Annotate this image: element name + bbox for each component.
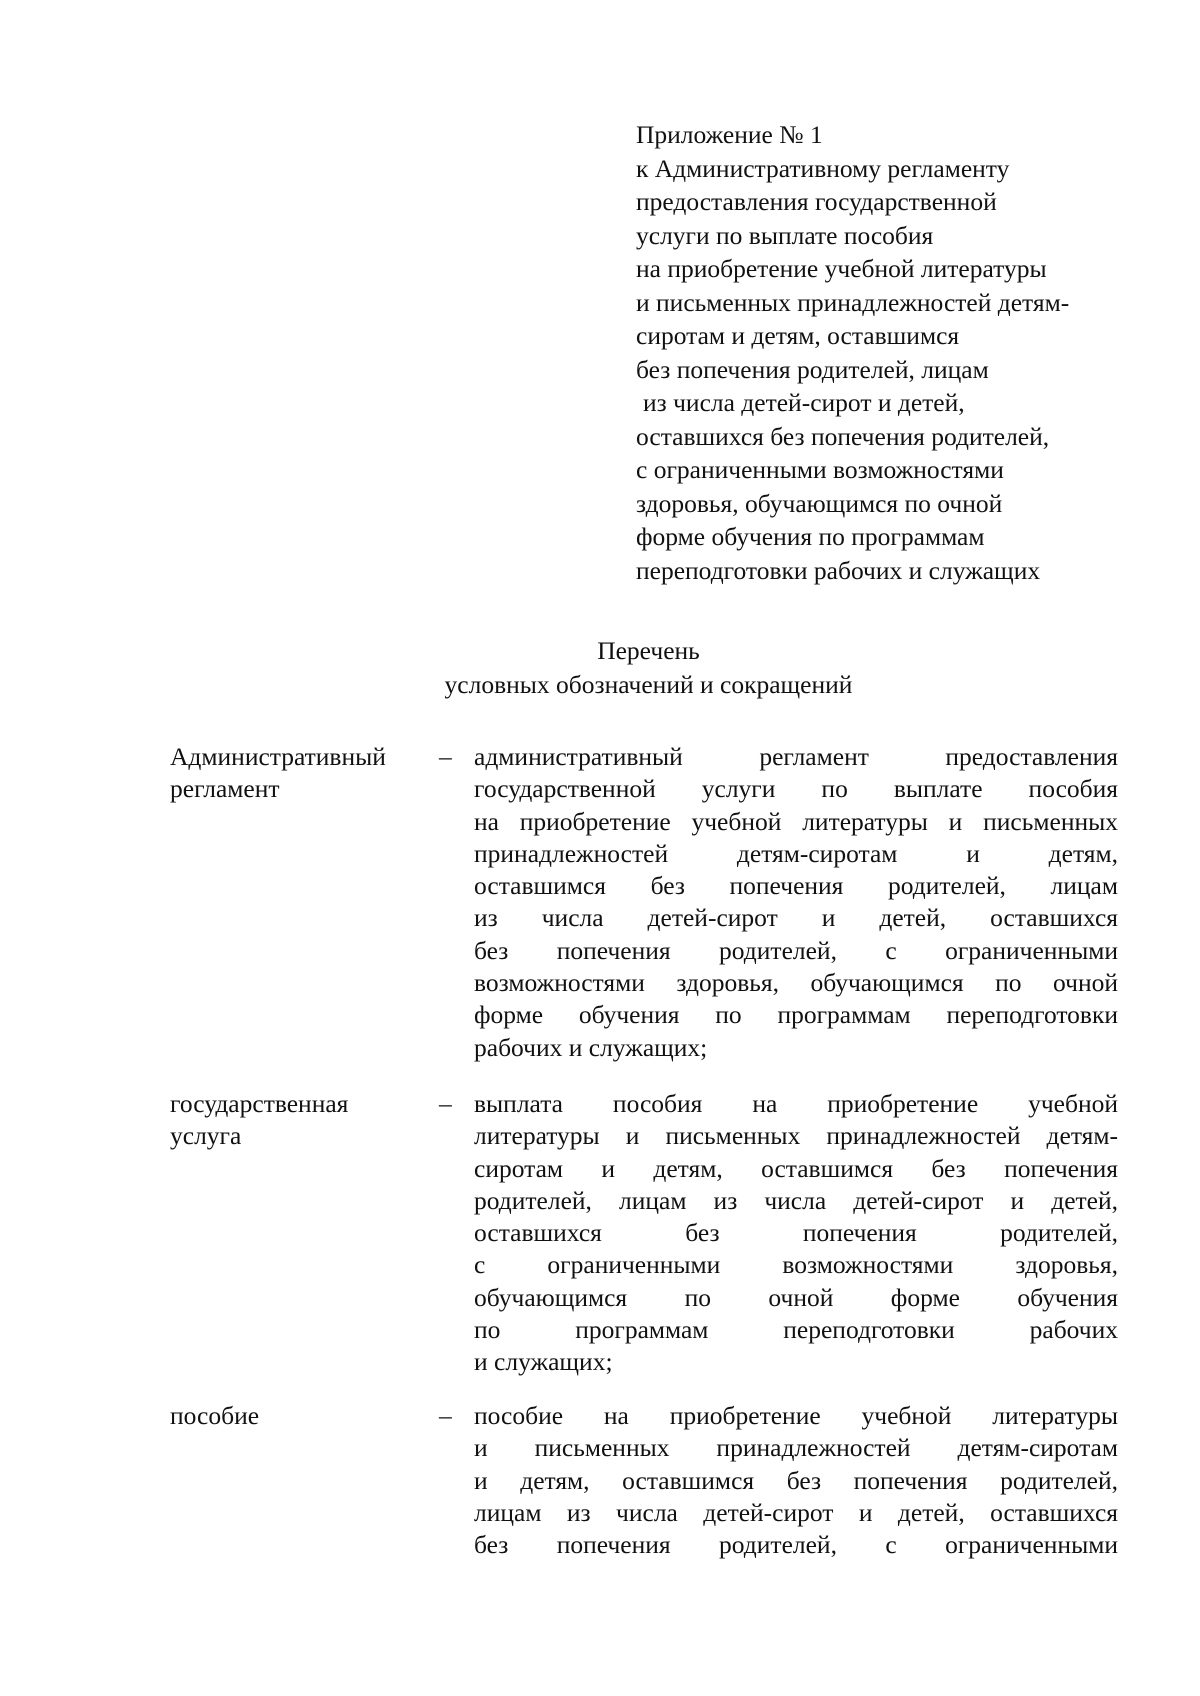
term-line: пособие [170, 1401, 260, 1430]
appendix-line: и письменных принадлежностей детям- [636, 287, 1070, 317]
appendix-header [636, 118, 1136, 587]
definition-line: по программам переподготовки рабочих [474, 1315, 1118, 1345]
entry-dash: – [439, 1089, 452, 1118]
entry-dash: – [439, 742, 452, 771]
definition-line: рабочих и служащих; [474, 1032, 708, 1062]
term-line: регламент [170, 774, 280, 804]
appendix-line: сиротам и детям, оставшимся [636, 321, 960, 350]
appendix-line: оставшихся без попечения родителей, [636, 421, 1050, 451]
definition-line: родителей, лицам из числа детей-сирот и детей, [474, 1185, 1118, 1215]
glossary-term [170, 1088, 430, 1153]
appendix-line: к Административному регламенту [636, 153, 1010, 183]
appendix-line: форме обучения по программам [636, 522, 985, 551]
term-line: государственная [170, 1089, 349, 1118]
appendix-line: переподготовки рабочих и служащих [636, 555, 1041, 585]
entry-dash: – [439, 1401, 452, 1430]
definition-line: оставшихся без попечения родителей, [474, 1218, 1118, 1248]
definition-line: и письменных принадлежностей детям-сиротам [474, 1433, 1118, 1463]
glossary-definition [474, 1400, 1118, 1561]
definition-line: и служащих; [474, 1347, 613, 1377]
definition-line: без попечения родителей, с ограниченными [474, 935, 1118, 965]
term-line: услуга [170, 1121, 242, 1151]
term-line: Административный [170, 742, 386, 771]
definition-line: обучающимся по очной форме обучения [474, 1282, 1118, 1312]
definition-line: пособие на приобретение учебной литературы [474, 1401, 1118, 1430]
definition-line: административный регламент предоставления [474, 742, 1118, 771]
glossary-term [170, 741, 430, 806]
definition-line: оставшимся без попечения родителей, лицам [474, 871, 1118, 901]
glossary-term [170, 1400, 430, 1432]
definition-line: выплата пособия на приобретение учебной [474, 1089, 1118, 1118]
appendix-line: Приложение № 1 [636, 120, 823, 149]
definition-line: принадлежностей детям-сиротам и детям, [474, 838, 1118, 868]
definition-line: из числа детей-сирот и детей, оставшихся [474, 903, 1118, 933]
definition-line: лицам из числа детей-сирот и детей, оставшихся [474, 1497, 1118, 1527]
appendix-line: на приобретение учебной литературы [636, 254, 1047, 283]
glossary-definition [474, 1088, 1118, 1379]
document-subtitle: условных обозначений и сокращений [444, 670, 853, 699]
definition-line: государственной услуги по выплате пособия [474, 774, 1118, 804]
appendix-line: предоставления государственной [636, 187, 997, 216]
definition-line: и детям, оставшимся без попечения родителей, [474, 1465, 1118, 1495]
appendix-line: с ограниченными возможностями [636, 455, 1004, 484]
document-title: Перечень [597, 636, 700, 665]
definition-line: литературы и письменных принадлежностей детям- [474, 1121, 1118, 1151]
definition-line: возможностями здоровья, обучающимся по очной [474, 968, 1118, 998]
appendix-line: из числа детей-сирот и детей, [643, 388, 965, 417]
definition-line: без попечения родителей, с ограниченными [474, 1530, 1118, 1560]
definition-line: с ограниченными возможностями здоровья, [474, 1250, 1118, 1280]
appendix-line: услуги по выплате пособия [636, 220, 934, 250]
definition-line: на приобретение учебной литературы и письменных [474, 806, 1118, 836]
definition-line: форме обучения по программам переподготовки [474, 1000, 1118, 1030]
definition-line: сиротам и детям, оставшимся без попечения [474, 1153, 1118, 1183]
appendix-line: здоровья, обучающимся по очной [636, 488, 1003, 518]
glossary-definition [474, 741, 1118, 1064]
appendix-line: без попечения родителей, лицам [636, 354, 989, 384]
